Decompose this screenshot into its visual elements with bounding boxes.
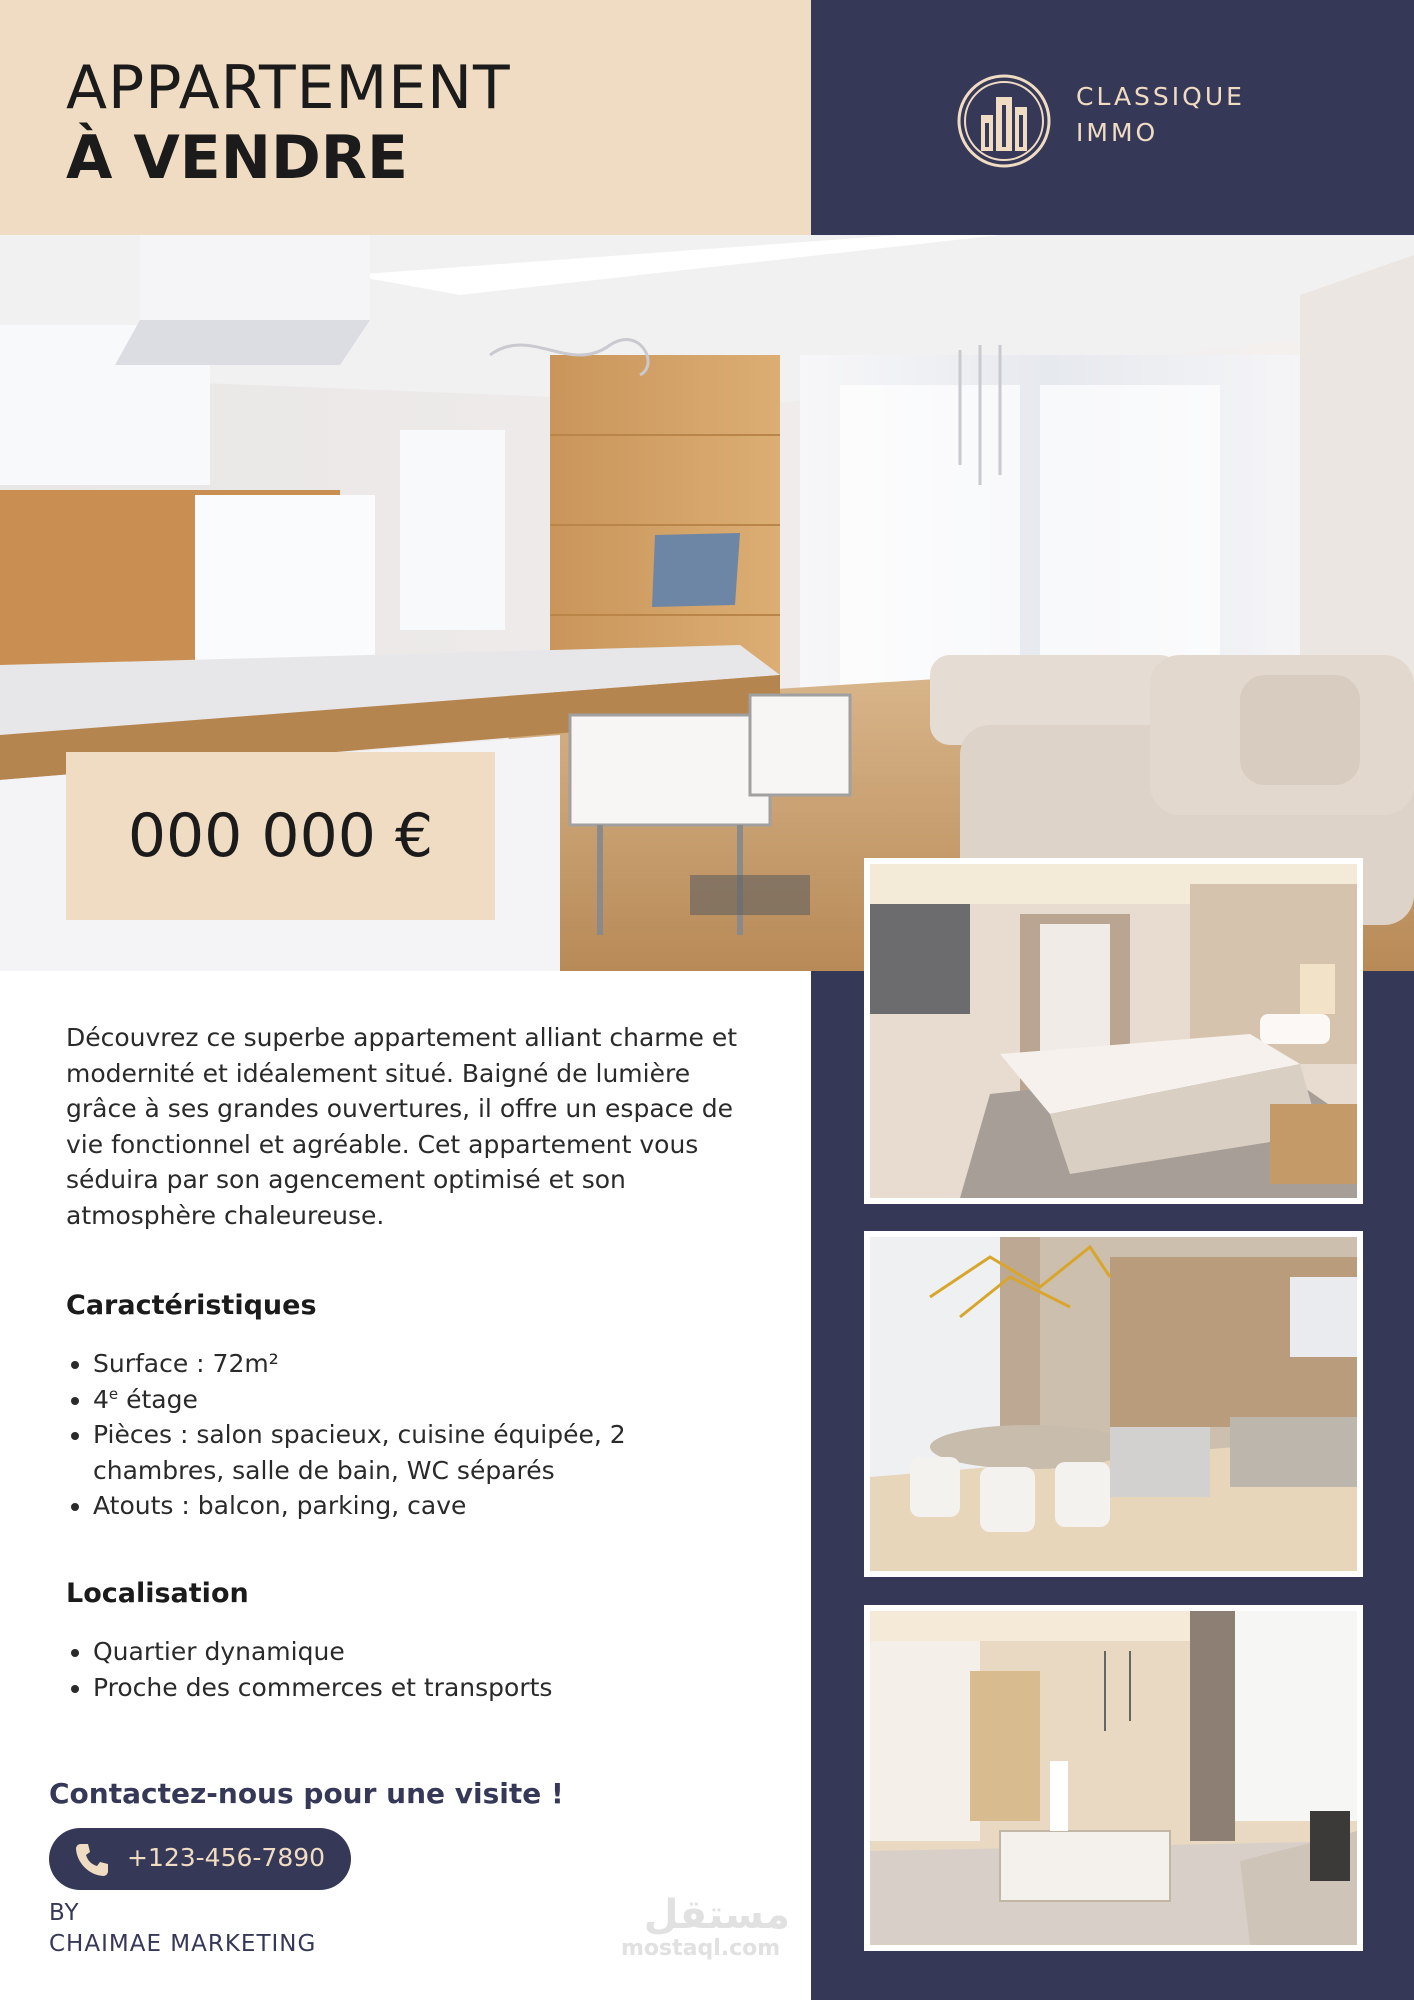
- list-item: • 4e étage: [93, 1382, 733, 1418]
- price-box: [66, 752, 495, 920]
- location-list: [66, 1634, 733, 1705]
- watermark-logo: [620, 1890, 795, 1936]
- svg-text:مستقل: مستقل: [643, 1892, 790, 1936]
- list-item: • Surface : 72m²: [93, 1346, 733, 1382]
- author-by: BY: [49, 1900, 80, 1926]
- dining-illustration: [870, 1237, 1357, 1571]
- title-line-2: À VENDRE: [66, 123, 408, 193]
- contact-heading: Contactez-nous pour une visite !: [49, 1777, 564, 1810]
- location-heading: Localisation: [66, 1578, 249, 1609]
- buildings-logo-icon: [956, 73, 1052, 169]
- list-item: • Atouts : balcon, parking, cave: [93, 1488, 733, 1524]
- photo-living-room: [864, 1605, 1363, 1951]
- features-list: [66, 1346, 733, 1524]
- author-name: CHAIMAE MARKETING: [49, 1931, 317, 1957]
- phone-icon: [72, 1840, 112, 1880]
- title-line-1: APPARTEMENT: [66, 53, 511, 123]
- description: Découvrez ce superbe appartement alliant charme et modernité et idéalement situé. Baigné de lumière grâce à ses grandes ouvertures, il offre un espace de vie fonctionnel et agréable. Cet appartement vous séduira par son agencement optimisé et son atmosphère chaleureuse.: [66, 1023, 738, 1230]
- bedroom-illustration: [870, 864, 1357, 1198]
- list-item: • Quartier dynamique: [93, 1634, 733, 1670]
- watermark-text: mostaql.com: [621, 1936, 781, 1961]
- list-item: • Pièces : salon spacieux, cuisine équipée, 2 chambres, salle de bain, WC séparés: [93, 1417, 733, 1488]
- brand-name-line-1: CLASSIQUE: [1076, 82, 1245, 111]
- phone-number[interactable]: +123-456-7890: [127, 1843, 326, 1872]
- living-room-illustration: [870, 1611, 1357, 1945]
- list-item: • Proche des commerces et transports: [93, 1670, 733, 1706]
- price: 000 000 €: [127, 801, 434, 871]
- photo-dining-kitchen: [864, 1231, 1363, 1577]
- photo-bedroom: [864, 858, 1363, 1204]
- brand-name-line-2: IMMO: [1076, 118, 1159, 147]
- features-heading: Caractéristiques: [66, 1290, 317, 1321]
